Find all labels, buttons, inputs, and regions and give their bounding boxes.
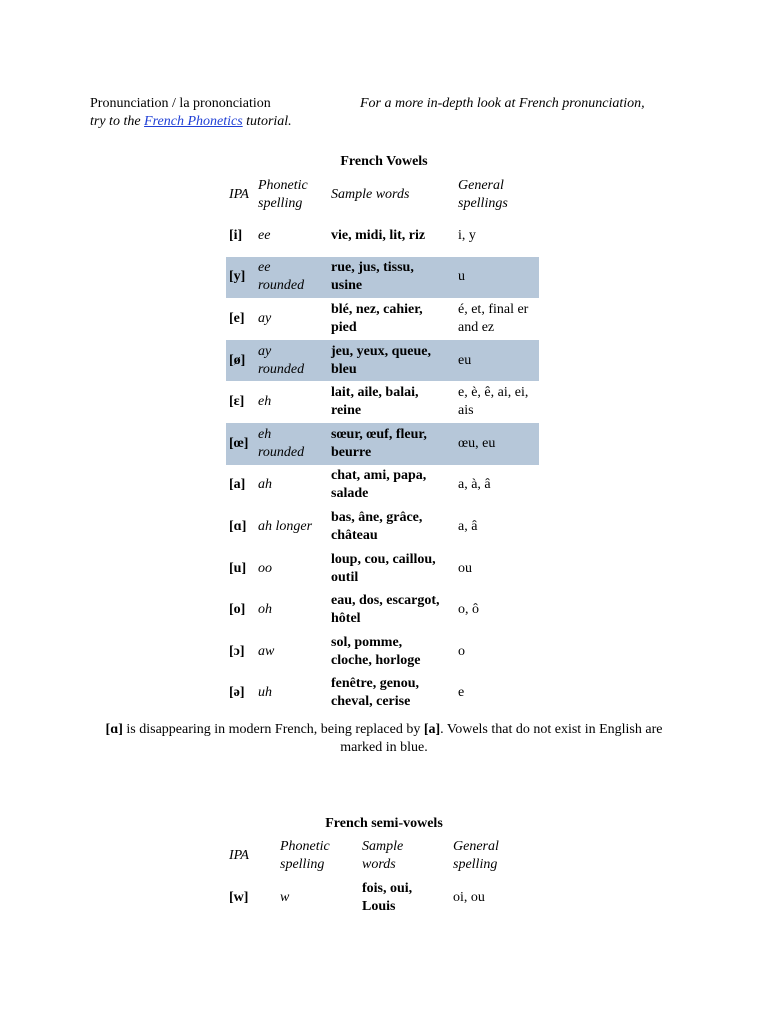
note-symbol-a: [a]	[423, 722, 441, 737]
vowel-ipa: [ø]	[226, 340, 255, 382]
vowel-general-spellings: e, è, ê, ai, ei, ais	[458, 385, 529, 419]
vowel-row	[226, 423, 539, 465]
header-line2	[90, 113, 292, 131]
vowels-table	[226, 175, 539, 714]
vowel-row	[226, 257, 539, 299]
vowel-ipa: [ɛ]	[229, 394, 245, 410]
vowel-phonetic: oh	[258, 602, 272, 618]
vowel-phonetic: oo	[258, 560, 272, 576]
header-line2-before: try to the	[90, 114, 141, 129]
vowel-general-spellings: i, y	[458, 227, 476, 243]
vowels-title: French Vowels	[340, 154, 428, 169]
note-symbol-a-back: [ɑ]	[105, 722, 123, 737]
vowel-row	[226, 631, 539, 673]
vowel-ipa: [o]	[229, 602, 246, 618]
vowel-phonetic: ah	[258, 477, 272, 493]
vowel-ipa: [u]	[229, 560, 247, 576]
vowel-ipa: [a]	[229, 477, 246, 493]
vowel-row	[226, 673, 539, 715]
header-sample: Sample words	[331, 187, 410, 202]
vowel-phonetic: ay rounded	[255, 340, 328, 382]
vowel-row	[226, 215, 539, 257]
semi-header-general: General spelling	[453, 839, 499, 872]
vowel-general-spellings: e	[458, 685, 465, 701]
semivowel-row	[226, 876, 540, 920]
vowel-row	[226, 548, 539, 590]
vowel-phonetic: aw	[258, 643, 275, 659]
vowel-sample-words: loup, cou, caillou, outil	[331, 551, 436, 585]
header-phonetic: Phonetic spelling	[258, 178, 308, 211]
vowel-sample-words: jeu, yeux, queue, bleu	[328, 340, 455, 382]
vowel-sample-words: vie, midi, lit, riz	[331, 227, 426, 243]
semivowels-table	[226, 836, 540, 920]
semivowels-header-row	[226, 836, 540, 876]
vowel-phonetic: uh	[258, 685, 272, 701]
vowel-ipa: [e]	[229, 310, 245, 326]
vowel-sample-words: eau, dos, escargot, hôtel	[331, 593, 440, 627]
vowel-row	[226, 465, 539, 507]
vowel-sample-words: blé, nez, cahier, pied	[331, 301, 423, 335]
vowel-general-spellings: é, et, final er and ez	[458, 301, 529, 335]
semivowel-sample-words: fois, oui, Louis	[362, 881, 413, 914]
vowel-row	[226, 589, 539, 631]
vowel-ipa: [ɑ]	[229, 518, 247, 534]
semi-header-phonetic: Phonetic spelling	[280, 839, 330, 872]
vowel-row	[226, 381, 539, 423]
vowel-general-spellings: ou	[458, 560, 472, 576]
header-left: Pronunciation / la prononciation	[90, 96, 271, 111]
semivowel-phonetic: w	[280, 890, 290, 905]
header-ipa: IPA	[229, 187, 249, 202]
vowel-ipa: [œ]	[226, 423, 255, 465]
header-right: For a more in-depth look at French pronunciation,	[360, 96, 645, 111]
vowel-phonetic: ee rounded	[255, 257, 328, 299]
vowel-general-spellings: o, ô	[458, 602, 479, 618]
vowel-row	[226, 340, 539, 382]
vowel-sample-words: lait, aile, balai, reine	[331, 385, 419, 419]
french-phonetics-link[interactable]: French Phonetics	[144, 114, 243, 129]
semivowels-title: French semi-vowels	[325, 816, 443, 831]
vowel-ipa: [y]	[226, 257, 255, 299]
vowel-sample-words: sol, pomme, cloche, horloge	[331, 634, 421, 668]
semi-header-ipa: IPA	[229, 848, 249, 863]
vowel-general-spellings: u	[455, 257, 539, 299]
vowel-sample-words: bas, âne, grâce, château	[331, 509, 423, 543]
vowel-ipa: [i]	[229, 227, 243, 243]
vowel-ipa: [ə]	[229, 685, 245, 701]
vowel-phonetic: eh	[258, 394, 272, 410]
vowel-general-spellings: a, â	[458, 518, 478, 534]
vowels-header-row	[226, 175, 539, 215]
vowel-general-spellings: o	[458, 643, 465, 659]
vowel-sample-words: fenêtre, genou, cheval, cerise	[331, 676, 419, 710]
note-text: [ɑ] is disappearing in modern French, being replaced by [a]. Vowels that do not exist in English are marked in blue.	[105, 722, 663, 755]
semivowel-ipa: [w]	[229, 890, 249, 905]
vowel-ipa: [ɔ]	[229, 643, 245, 659]
vowel-general-spellings: œu, eu	[455, 423, 539, 465]
vowel-phonetic: ee	[258, 227, 271, 243]
vowel-general-spellings: eu	[455, 340, 539, 382]
vowel-sample-words: rue, jus, tissu, usine	[328, 257, 455, 299]
vowel-row	[226, 298, 539, 340]
vowel-phonetic: ay	[258, 310, 272, 326]
header-general: General spellings	[458, 178, 508, 211]
vowel-sample-words: chat, ami, papa, salade	[331, 468, 427, 502]
vowel-general-spellings: a, à, â	[458, 477, 491, 493]
semi-header-sample: Sample words	[362, 839, 404, 872]
vowel-phonetic: eh rounded	[255, 423, 328, 465]
semivowel-general-spelling: oi, ou	[453, 890, 485, 905]
header-line2-after: tutorial.	[246, 114, 292, 129]
vowel-row	[226, 506, 539, 548]
vowel-sample-words: sœur, œuf, fleur, beurre	[328, 423, 455, 465]
vowel-phonetic: ah longer	[258, 518, 313, 534]
